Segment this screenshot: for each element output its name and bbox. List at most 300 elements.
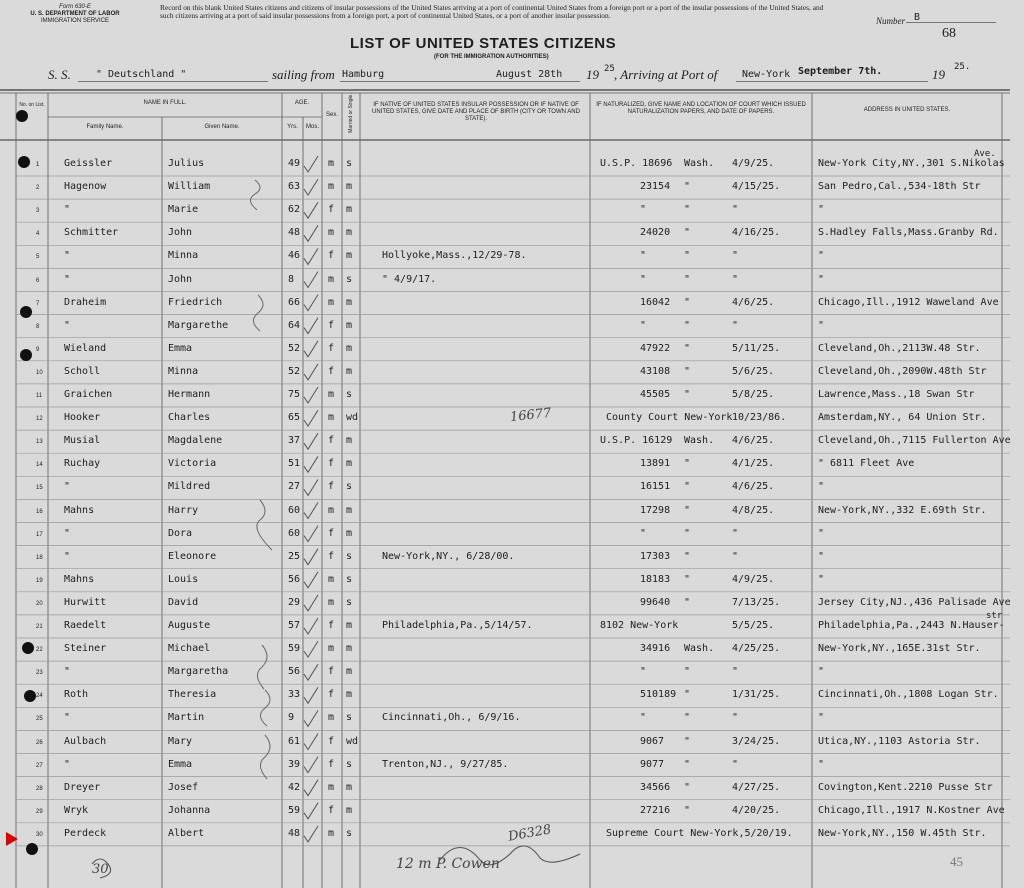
naturalization-date: 4/6/25. — [732, 296, 775, 308]
given-name: Theresia — [168, 689, 217, 701]
naturalization-date: " — [732, 273, 739, 285]
row-number: 29 — [36, 808, 43, 815]
us-address: Lawrence,Mass.,18 Swan Str — [818, 389, 975, 400]
row-number: 1 — [36, 162, 40, 168]
marital-status: m — [346, 342, 353, 354]
naturalization-court: " — [640, 319, 647, 331]
row-number: 8 — [36, 323, 40, 330]
naturalization-court: 23154 — [640, 181, 671, 193]
naturalization-court: 45505 — [640, 389, 671, 400]
naturalization-date: 5/8/25. — [732, 389, 775, 400]
family-name: Steiner — [64, 643, 107, 655]
arrival-date: September 7th. — [798, 66, 883, 77]
row-number: 10 — [36, 369, 43, 376]
naturalization-court: 27216 — [640, 804, 671, 816]
family-name: Aulbach — [64, 735, 107, 747]
sex: m — [328, 643, 335, 655]
birth-place-date: Cincinnati,Oh., 6/9/16. — [382, 712, 521, 724]
given-name: Marie — [168, 204, 199, 216]
us-address: " — [818, 250, 825, 262]
family-name: Mahns — [64, 504, 95, 516]
marital-status: m — [346, 250, 353, 262]
age-years: 9 — [288, 712, 295, 724]
family-name: Wieland — [64, 342, 107, 354]
marital-status: m — [346, 689, 353, 701]
naturalization-location: " — [684, 319, 691, 331]
sex: m — [328, 296, 335, 308]
naturalization-location: " — [684, 550, 691, 562]
row-number: 9 — [36, 346, 40, 353]
naturalization-court: 17303 — [640, 550, 671, 562]
naturalization-date: 4/20/25. — [732, 804, 781, 816]
family-name: Hurwitt — [64, 596, 107, 608]
row-number: 30 — [36, 831, 43, 838]
naturalization-date: " — [732, 250, 739, 262]
sex: f — [328, 365, 335, 377]
row-number: 18 — [36, 554, 43, 561]
given-name: Minna — [168, 365, 199, 377]
record-instructions: Record on this blank United States citizens and citizens of insular possessions of the United States arriving at a port of continental United States from a foreign port or a port of the insular possessions of the United States, and such citizens arriving at a port of said insular possessions from a foreign port, a port of continental United States, or a port of another insular possession. — [160, 3, 824, 20]
us-address: " — [818, 758, 825, 770]
naturalization-court: 43108 — [640, 365, 671, 377]
marital-status: s — [346, 573, 353, 585]
us-address: Chicago,Ill.,1917 N.Kostner Ave — [818, 804, 1005, 816]
age-years: 59 — [288, 804, 301, 816]
naturalization-date: " — [732, 204, 739, 216]
family-name: Perdeck — [64, 827, 107, 839]
age-years: 65 — [288, 412, 301, 424]
naturalization-court: 34916 — [640, 643, 671, 655]
sex: m — [328, 712, 335, 724]
row-number: 3 — [36, 208, 40, 215]
naturalization-date: " — [732, 712, 739, 724]
naturalization-court: 99640 — [640, 596, 671, 608]
us-address: " — [818, 712, 825, 724]
family-name: Draheim — [64, 296, 107, 308]
naturalization-court: " — [640, 204, 647, 216]
marital-status: s — [346, 550, 353, 562]
us-address: Cleveland,Oh.,7115 Fullerton Ave — [818, 435, 1011, 447]
naturalization-court: 16042 — [640, 296, 671, 308]
birth-place-date: Philadelphia,Pa.,5/14/57. — [382, 620, 533, 631]
naturalization-date: 4/9/25. — [732, 158, 775, 169]
age-years: 52 — [288, 365, 301, 377]
marital-status: m — [346, 365, 353, 377]
header-married-single: Married or Single. — [348, 93, 354, 133]
family-name: Raedelt — [64, 620, 107, 631]
page-number: 68 — [942, 26, 956, 41]
margin-annotation-number: 16677 — [509, 405, 553, 426]
birth-place-date: New-York,NY., 6/28/00. — [382, 550, 515, 562]
given-name: Emma — [168, 342, 193, 354]
row-number: 11 — [36, 393, 43, 399]
marital-status: m — [346, 296, 353, 308]
given-name: Auguste — [168, 620, 211, 631]
given-name: Josef — [168, 781, 199, 793]
row-number: 6 — [36, 277, 40, 284]
us-address: New-York,NY.,165E.31st Str. — [818, 643, 981, 655]
age-years: 64 — [288, 319, 301, 331]
marital-status: m — [346, 181, 353, 193]
given-name: David — [168, 596, 199, 608]
marital-status: s — [346, 712, 353, 724]
age-years: 48 — [288, 827, 301, 839]
family-name: Roth — [64, 689, 89, 701]
row-number: 7 — [36, 300, 40, 307]
sex: m — [328, 827, 335, 839]
given-name: Louis — [168, 573, 199, 585]
naturalization-date: 3/24/25. — [732, 735, 781, 747]
header-family-name: Family Name. — [86, 124, 124, 130]
age-years: 63 — [288, 181, 301, 193]
header-address: ADDRESS IN UNITED STATES. — [863, 107, 951, 113]
naturalization-location: " — [684, 596, 691, 608]
us-address: Cincinnati,Oh.,1808 Logan Str. — [818, 689, 999, 701]
naturalization-court: Supreme Court New-York,5/20/19. — [606, 827, 793, 839]
header-age: AGE. — [294, 100, 310, 106]
naturalization-location: " — [684, 504, 691, 516]
age-years: 48 — [288, 227, 301, 239]
us-address: Philadelphia,Pa.,2443 N.Hauser- — [818, 620, 1005, 631]
given-name: Friedrich — [168, 296, 223, 308]
family-name: " — [64, 204, 71, 216]
us-address: " — [818, 573, 825, 585]
age-years: 27 — [288, 481, 301, 493]
family-name: Schmitter — [64, 227, 119, 239]
sex: f — [328, 342, 335, 354]
us-address: " — [818, 481, 825, 493]
number-label: Number — [876, 16, 905, 26]
header-mos: Mos. — [305, 124, 319, 130]
naturalization-location: " — [684, 758, 691, 770]
row-number: 23 — [36, 670, 43, 677]
given-name: Margarethe — [168, 319, 229, 331]
age-years: 57 — [288, 620, 301, 631]
row-number: 4 — [36, 231, 40, 238]
department-name: U. S. DEPARTMENT OF LABOR — [30, 11, 120, 17]
given-name: Emma — [168, 758, 193, 770]
address-continuation: str — [986, 611, 1003, 621]
marital-status: m — [346, 643, 353, 655]
row-number: 22 — [36, 647, 43, 654]
naturalization-location: " — [684, 458, 691, 470]
marital-status: m — [346, 666, 353, 678]
arrival-underline — [736, 81, 928, 82]
bottom-left-mark: 30 — [92, 862, 109, 877]
age-years: 52 — [288, 342, 301, 354]
family-name: " — [64, 319, 71, 331]
family-name: " — [64, 758, 71, 770]
marital-status: m — [346, 620, 353, 631]
form-header-left — [20, 4, 130, 25]
naturalization-court: County Court New-York — [606, 412, 733, 424]
naturalization-date: " — [732, 666, 739, 678]
naturalization-location: " — [684, 365, 691, 377]
age-years: 39 — [288, 758, 301, 770]
naturalization-court: 510189 — [640, 689, 677, 701]
age-years: 61 — [288, 735, 301, 747]
naturalization-location: " — [684, 712, 691, 724]
header-naturalized: IF NATURALIZED, GIVE NAME AND LOCATION OF COURT WHICH ISSUED NATURALIZATION PAPERS, AND DATE OF PAPERS. — [596, 102, 806, 115]
age-years: 75 — [288, 389, 301, 400]
naturalization-location: " — [684, 204, 691, 216]
row-number: 26 — [36, 739, 43, 746]
family-name: Scholl — [64, 365, 101, 377]
naturalization-location: " — [684, 781, 691, 793]
bottom-handwritten-note: 12 m P. Cowen — [396, 856, 500, 872]
marital-status: s — [346, 596, 353, 608]
birth-place-date: Hollyoke,Mass.,12/29-78. — [382, 250, 527, 262]
header-given-name: Given Name. — [204, 124, 240, 130]
age-years: 8 — [288, 273, 295, 285]
us-address: New-York City,NY.,301 S.Nikolas — [818, 158, 1005, 169]
naturalization-date: 4/27/25. — [732, 781, 781, 793]
ship-underline — [78, 81, 268, 82]
sailing-from-label: sailing from — [272, 67, 335, 82]
header-sex: Sex. — [325, 112, 338, 118]
naturalization-location: " — [684, 250, 691, 262]
naturalization-date: 4/16/25. — [732, 227, 781, 239]
naturalization-location: " — [684, 689, 691, 701]
marital-status: m — [346, 319, 353, 331]
age-years: 37 — [288, 435, 301, 447]
us-address: S.Hadley Falls,Mass.Granby Rd. — [818, 227, 999, 239]
marital-status: s — [346, 389, 353, 400]
given-name: Harry — [168, 504, 199, 516]
sex: m — [328, 781, 335, 793]
row-number: 24 — [36, 693, 43, 700]
naturalization-court: 13891 — [640, 458, 671, 470]
marital-status: m — [346, 804, 353, 816]
age-years: 25 — [288, 550, 301, 562]
age-years: 33 — [288, 689, 301, 701]
naturalization-location: " — [684, 481, 691, 493]
sex: m — [328, 181, 335, 193]
given-name: Albert — [168, 827, 205, 839]
age-years: 62 — [288, 204, 301, 216]
given-name: Hermann — [168, 389, 211, 400]
sex: f — [328, 758, 335, 770]
sex: m — [328, 573, 335, 585]
birth-place-date: " 4/9/17. — [382, 273, 437, 285]
given-name: Eleonore — [168, 550, 217, 562]
sex: f — [328, 527, 335, 539]
given-name: Mary — [168, 735, 193, 747]
number-underline — [906, 22, 996, 23]
us-address: Amsterdam,NY., 64 Union Str. — [818, 412, 987, 424]
row-number: 21 — [36, 624, 43, 630]
naturalization-date: 5/11/25. — [732, 342, 781, 354]
sex: m — [328, 389, 335, 400]
marital-status: s — [346, 158, 353, 169]
naturalization-date: " — [732, 758, 739, 770]
row-number: 19 — [36, 577, 43, 584]
naturalization-date: 4/6/25. — [732, 481, 775, 493]
header-native-birth: IF NATIVE OF UNITED STATES INSULAR POSSESSION OR IF NATIVE OF UNITED STATES, GIVE DATE AND PLACE OF BIRTH (CITY OR TOWN AND STATE). — [372, 102, 580, 122]
us-address: Chicago,Ill.,1912 Waweland Ave — [818, 296, 999, 308]
sex: f — [328, 481, 335, 493]
family-name: " — [64, 550, 71, 562]
given-name: Mildred — [168, 481, 211, 493]
marital-status: m — [346, 458, 353, 470]
naturalization-location: Wash. — [684, 435, 715, 447]
given-name: John — [168, 273, 193, 285]
naturalization-court: " — [640, 666, 647, 678]
sex: f — [328, 204, 335, 216]
given-name: Julius — [168, 158, 205, 169]
naturalization-date: " — [732, 319, 739, 331]
marital-status: s — [346, 273, 353, 285]
family-name: Hooker — [64, 412, 101, 424]
document-title: LIST OF UNITED STATES CITIZENS — [350, 35, 617, 52]
year-prefix-2: 19 — [932, 67, 945, 82]
sex: m — [328, 596, 335, 608]
naturalization-location: Wash. — [684, 643, 715, 655]
naturalization-court: " — [640, 712, 647, 724]
naturalization-court: U.S.P. 16129 — [600, 435, 673, 447]
naturalization-date: " — [732, 527, 739, 539]
naturalization-court: 8102 New-York — [600, 620, 679, 631]
sex: f — [328, 620, 335, 631]
arrival-port: New-York — [742, 69, 791, 80]
row-number: 16 — [36, 508, 43, 515]
naturalization-date: 4/9/25. — [732, 573, 775, 585]
naturalization-location: " — [684, 342, 691, 354]
naturalization-court: 18183 — [640, 573, 671, 585]
naturalization-location: " — [684, 227, 691, 239]
naturalization-location: " — [684, 181, 691, 193]
us-address: " — [818, 550, 825, 562]
us-address: " — [818, 666, 825, 678]
family-name: Mahns — [64, 573, 95, 585]
given-name: Margaretha — [168, 666, 229, 678]
family-name: Dreyer — [64, 781, 101, 793]
given-name: Minna — [168, 250, 199, 262]
sex: m — [328, 273, 335, 285]
naturalization-date: 4/15/25. — [732, 181, 781, 193]
naturalization-location: " — [684, 735, 691, 747]
naturalization-date: 10/23/86. — [732, 412, 787, 424]
us-address: San Pedro,Cal.,534-18th Str — [818, 181, 981, 193]
naturalization-court: 47922 — [640, 342, 671, 354]
row-number: 14 — [36, 462, 43, 469]
family-name: Graichen — [64, 389, 113, 400]
ss-label: S. S. — [48, 67, 71, 82]
sex: f — [328, 735, 335, 747]
naturalization-court: " — [640, 527, 647, 539]
given-name: Michael — [168, 643, 211, 655]
ship-name: " Deutschland " — [96, 69, 187, 80]
family-name: Geissler — [64, 158, 113, 169]
address-continuation: Ave. — [974, 149, 996, 159]
row-number: 27 — [36, 762, 43, 769]
row-number: 17 — [36, 531, 43, 538]
naturalization-date: 4/8/25. — [732, 504, 775, 516]
bottom-right-number: 45 — [950, 854, 963, 869]
marital-status: m — [346, 435, 353, 447]
marital-status: s — [346, 758, 353, 770]
age-years: 51 — [288, 458, 301, 470]
age-years: 46 — [288, 250, 301, 262]
sex: f — [328, 458, 335, 470]
row-number: 20 — [36, 600, 43, 607]
row-number: 2 — [36, 185, 40, 192]
sex: f — [328, 435, 335, 447]
age-years: 59 — [288, 643, 301, 655]
naturalization-location: " — [684, 666, 691, 678]
form-number: Form 630-E — [59, 4, 91, 10]
age-years: 49 — [288, 158, 301, 169]
year-2: 25. — [954, 62, 971, 72]
naturalization-court: U.S.P. 18696 — [600, 158, 673, 169]
us-address: Cleveland,Oh.,2090W.48th Str — [818, 365, 987, 377]
age-years: 60 — [288, 527, 301, 539]
marital-status: wd — [346, 412, 359, 424]
departure-date: August 28th — [496, 69, 563, 80]
us-address: Cleveland,Oh.,2113W.48 Str. — [818, 342, 981, 354]
age-years: 56 — [288, 573, 301, 585]
marital-status: s — [346, 481, 353, 493]
departure-underline — [340, 81, 580, 82]
naturalization-court: 9067 — [640, 735, 665, 747]
us-address: Jersey City,NJ.,436 Palisade Ave — [818, 596, 1011, 608]
row-number: 15 — [36, 485, 43, 492]
us-address: New-York,NY.,150 W.45th Str. — [818, 827, 987, 839]
naturalization-date: 4/6/25. — [732, 435, 775, 447]
given-name: Martin — [168, 712, 205, 724]
birth-place-date: Trenton,NJ., 9/27/85. — [382, 758, 509, 770]
naturalization-date: 4/25/25. — [732, 643, 781, 655]
family-name: Hagenow — [64, 181, 107, 193]
row-number: 13 — [36, 439, 43, 446]
given-name: William — [168, 181, 211, 193]
family-name: " — [64, 666, 71, 678]
family-name: " — [64, 481, 71, 493]
sex: f — [328, 804, 335, 816]
naturalization-court: 34566 — [640, 781, 671, 793]
age-years: 29 — [288, 596, 301, 608]
us-address: " — [818, 319, 825, 331]
family-name: Ruchay — [64, 458, 101, 470]
row-number: 25 — [36, 716, 43, 723]
row-number: 12 — [36, 416, 43, 423]
us-address: New-York,NY.,332 E.69th Str. — [818, 504, 987, 516]
family-name: Musial — [64, 435, 101, 447]
sex: f — [328, 319, 335, 331]
marital-status: m — [346, 527, 353, 539]
marital-status: wd — [346, 735, 359, 747]
us-address: " — [818, 527, 825, 539]
marital-status: m — [346, 781, 353, 793]
us-address: " — [818, 273, 825, 285]
sex: f — [328, 550, 335, 562]
family-name: " — [64, 273, 71, 285]
row-number: 5 — [36, 254, 40, 261]
sex: m — [328, 412, 335, 424]
naturalization-date: " — [732, 550, 739, 562]
naturalization-date: 5/6/25. — [732, 365, 775, 377]
naturalization-date: 5/5/25. — [732, 620, 775, 631]
given-name: Magdalene — [168, 435, 223, 447]
header-no-on-list: No. on List. — [19, 102, 45, 108]
header-name-in-full: NAME IN FULL. — [143, 100, 187, 106]
marital-status: s — [346, 827, 353, 839]
naturalization-court: 24020 — [640, 227, 671, 239]
family-name: " — [64, 527, 71, 539]
naturalization-court: " — [640, 250, 647, 262]
marital-status: m — [346, 204, 353, 216]
year-prefix-1: 19 — [586, 67, 599, 82]
